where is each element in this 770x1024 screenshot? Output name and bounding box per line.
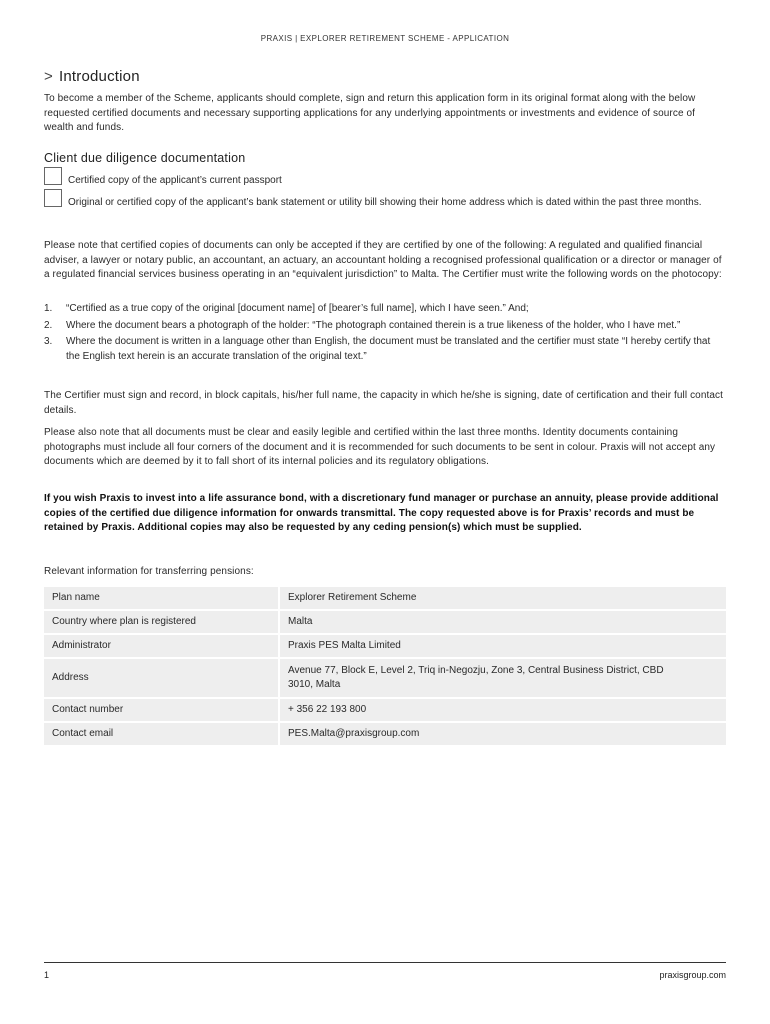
table-value: PES.Malta@praxisgroup.com	[280, 723, 726, 745]
intro-paragraph: To become a member of the Scheme, applicants should complete, sign and return this application form in its original format along with the below requested certified documents and necessary supporting applications for any underlying appointments or investments and evidence of source of wealth and funds.	[44, 93, 696, 133]
table-key: Country where plan is registered	[44, 611, 280, 633]
intro-heading	[44, 68, 140, 85]
document-header: PRAXIS | EXPLORER RETIREMENT SCHEME - APPLICATION	[260, 34, 510, 43]
footer-divider	[44, 962, 726, 963]
checkbox-row-passport	[44, 167, 726, 189]
table-row	[44, 611, 726, 633]
certification-paragraph: Please note that certified copies of documents can only be accepted if they are certified by one of the following: A regulated and qualified financial adviser, a lawyer or notary public, an accountant, an actuary, an accountant holding a recognised professional qualification or a director or manager of a regulated financial services business operating in an “equivalent jurisdiction” to Malta. The Certifier must write the following words on the photocopy:	[44, 240, 722, 280]
passport-checkbox-label: Certified copy of the applicant’s current passport	[68, 175, 282, 186]
legibility-paragraph: Please also note that all documents must be clear and easily legible and certified within the last three months. Identity documents containing photographs must include all four corners of the document and it is recommended for such documents to be sent in colour. Praxis will not accept any documents which are deemed by it to fall short of its internal policies and its regulatory obligations.	[44, 427, 716, 467]
cdd-heading: Client due diligence documentation	[44, 151, 246, 165]
bank-statement-checkbox[interactable]	[44, 189, 62, 207]
table-row	[44, 659, 726, 697]
table-value: Malta	[280, 611, 726, 633]
list-item: 1. “Certified as a true copy of the original [document name] of [bearer’s full name], which I have seen.” And;	[44, 303, 529, 314]
table-key: Contact number	[44, 699, 280, 721]
page-number: 1	[44, 970, 50, 980]
certifier-sign-paragraph: The Certifier must sign and record, in block capitals, his/her full name, the capacity in which he/she is signing, date of certification and their full contact details.	[44, 390, 724, 416]
additional-copies-paragraph: If you wish Praxis to invest into a life assurance bond, with a discretionary fund manager or purchase an annuity, please provide additional copies of the certified due diligence information for onwards transmittal. The copy requested above is for Praxis’ records and must be retained by Praxis. Additional copies may also be requested by any ceding pension(s) which must be supplied.	[44, 493, 719, 533]
table-value: + 356 22 193 800	[280, 699, 726, 721]
table-value: Explorer Retirement Scheme	[280, 587, 726, 609]
intro-title: Introduction	[58, 68, 140, 85]
website-link[interactable]: praxisgroup.com	[659, 970, 726, 980]
list-item: 2. Where the document bears a photograph of the holder: “The photograph contained therein is a true likeness of the holder, who I have met.”	[44, 319, 681, 331]
table-key: Administrator	[44, 635, 280, 657]
transfer-intro: Relevant information for transferring pensions:	[44, 566, 254, 577]
bank-statement-checkbox-label: Original or certified copy of the applicant’s bank statement or utility bill showing their home address which is dated within the past three months.	[68, 197, 702, 208]
chevron-right-icon: >	[44, 68, 53, 85]
table-key: Address	[44, 659, 280, 697]
table-value: Praxis PES Malta Limited	[280, 635, 726, 657]
table-row	[44, 699, 726, 721]
table-key: Contact email	[44, 723, 280, 745]
table-value: Avenue 77, Block E, Level 2, Triq in-Negozju, Zone 3, Central Business District, CBD 3010, Malta	[280, 659, 726, 697]
transfer-info-table	[44, 585, 726, 747]
table-row	[44, 587, 726, 609]
list-item: 3. Where the document is written in a language other than English, the document must be translated and the certifier must state “I hereby certify that the English text herein is an accurate translation of the original text.”	[44, 336, 711, 362]
checkbox-row-bank-statement	[44, 189, 726, 211]
passport-checkbox[interactable]	[44, 167, 62, 185]
table-row	[44, 635, 726, 657]
table-row	[44, 723, 726, 745]
certification-wording-list	[44, 302, 726, 366]
table-key: Plan name	[44, 587, 280, 609]
